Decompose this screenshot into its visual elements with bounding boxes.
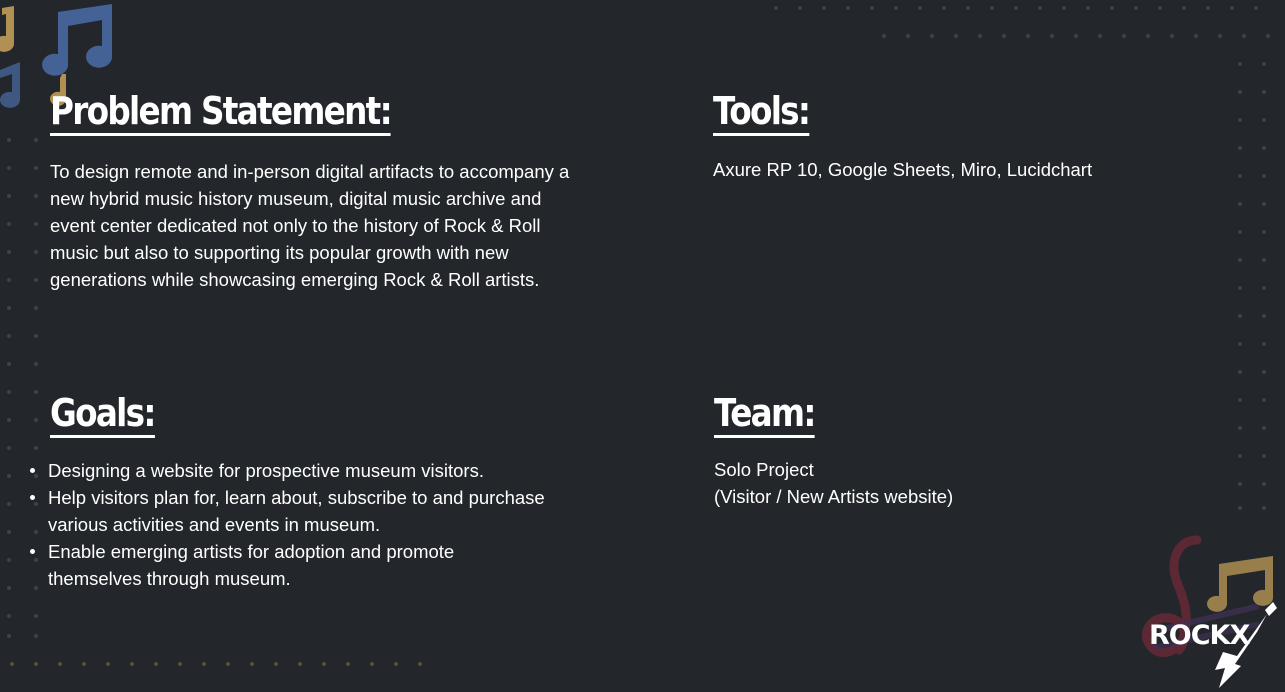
tools-heading: Tools: — [713, 92, 809, 136]
rockx-logo: ROCKX — [1149, 620, 1250, 651]
problem-statement-text: To design remote and in-person digital artifacts to accompany a new hybrid music history museum, digital music archive and event center dedicated not only to the history of Rock & Roll music but also to supporting its popular growth with new generations while showcasing emerging Rock & Roll artists. — [50, 160, 570, 290]
tools-section — [713, 89, 1193, 183]
tools-text: Axure RP 10, Google Sheets, Miro, Lucidchart — [713, 158, 1093, 180]
team-section — [714, 391, 1134, 510]
goals-list-item: Designing a website for prospective museum visitors. — [30, 457, 550, 484]
problem-statement-heading: Problem Statement: — [50, 92, 391, 136]
team-text-line-2: (Visitor / New Artists website) — [714, 485, 954, 507]
goals-list-item: Help visitors plan for, learn about, subscribe to and purchase various activities and events in museum. — [30, 484, 550, 538]
goals-section — [30, 391, 590, 592]
goals-list-item: Enable emerging artists for adoption and promote themselves through museum. — [30, 538, 550, 592]
goals-list — [30, 457, 550, 592]
goals-heading: Goals: — [50, 394, 155, 438]
problem-statement-section — [50, 89, 610, 293]
treble-clef-icon — [1119, 532, 1279, 692]
team-text-line-1: Solo Project — [714, 458, 814, 480]
team-heading: Team: — [714, 394, 815, 438]
